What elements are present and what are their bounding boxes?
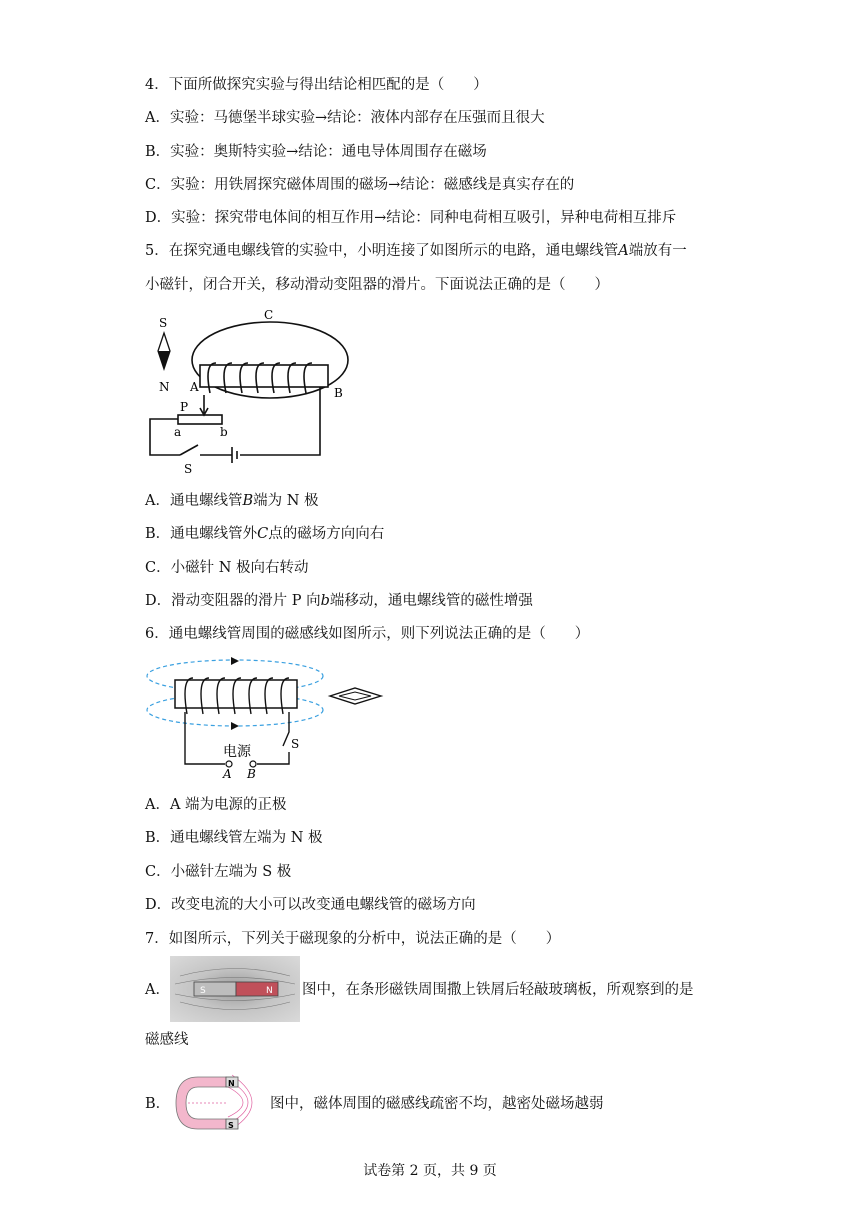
q6-option-d: D．改变电流的大小可以改变通电螺线管的磁场方向 [145,897,476,913]
q5-label-a-end: A [190,380,199,394]
q5-stem-line2: 小磁针，闭合开关，移动滑动变阻器的滑片。下面说法正确的是（ ） [145,277,609,293]
q5-label-p: P [180,400,189,414]
q7-horseshoe-magnet-figure [168,1067,268,1139]
q7-a-magnet-s: S [200,986,206,996]
q7-option-b-label: B． [145,1096,171,1112]
q5-option-c: C．小磁针 N 极向右转动 [145,560,309,576]
q7-option-b-text: 图中，磁体周围的磁感线疏密不均，越密处磁场越弱 [270,1096,604,1112]
q7-option-a-label: A． [145,982,170,998]
q6-label-switch: S [291,737,300,751]
q4-option-d: D．实验：探究带电体间的相互作用→结论：同种电荷相互吸引，异种电荷相互排斥 [145,210,677,226]
q4-option-a: A．实验：马德堡半球实验→结论：液体内部存在压强而且很大 [145,110,545,126]
q6-label-a: A [223,767,232,781]
q6-option-a: A．A 端为电源的正极 [145,797,287,813]
q7-a-magnet-n: N [266,986,273,996]
q6-option-c: C．小磁针左端为 S 极 [145,864,292,880]
q5-option-a: A．通电螺线管B端为 N 极 [145,493,319,509]
q6-solenoid-figure [143,652,388,784]
page-footer: 试卷第 2 页，共 9 页 [363,1163,497,1179]
q7-b-magnet-s: S [228,1121,234,1130]
q6-label-b: B [247,767,256,781]
q5-label-n: N [159,380,170,394]
q7-option-a-text: 图中，在条形磁铁周围撒上铁屑后轻敲玻璃板，所观察到的是 [302,982,694,998]
q5-label-switch: S [184,462,193,476]
q7-option-a-text2: 磁感线 [145,1032,189,1048]
bar-magnet-illustration [170,956,300,1022]
q5-label-b: b [220,425,228,439]
q5-label-a: a [174,425,182,439]
q6-option-b: B．通电螺线管左端为 N 极 [145,830,323,846]
q4-option-b: B．实验：奥斯特实验→结论：通电导体周围存在磁场 [145,144,487,160]
q6-label-power: 电源 [223,744,251,760]
q4-stem: 4．下面所做探究实验与得出结论相匹配的是（ ） [145,77,488,93]
q5-option-b: B．通电螺线管外C点的磁场方向向右 [145,526,385,542]
q5-label-s: S [159,316,168,330]
q6-stem: 6．通电螺线管周围的磁感线如图所示，则下列说法正确的是（ ） [145,626,590,642]
q5-label-c: C [264,308,274,322]
q7-stem: 7．如图所示，下列关于磁现象的分析中，说法正确的是（ ） [145,931,561,947]
q4-option-c: C．实验：用铁屑探究磁体周围的磁场→结论：磁感线是真实存在的 [145,177,575,193]
q5-stem-line1: 5．在探究通电螺线管的实验中，小明连接了如图所示的电路，通电螺线管A端放有一 [145,243,687,259]
q5-circuit-figure [140,305,360,480]
q7-iron-filings-photo [170,956,300,1022]
q5-option-d: D．滑动变阻器的滑片 P 向b端移动，通电螺线管的磁性增强 [145,593,533,609]
q7-b-magnet-n: N [228,1079,235,1088]
q5-label-b-end: B [334,386,343,400]
